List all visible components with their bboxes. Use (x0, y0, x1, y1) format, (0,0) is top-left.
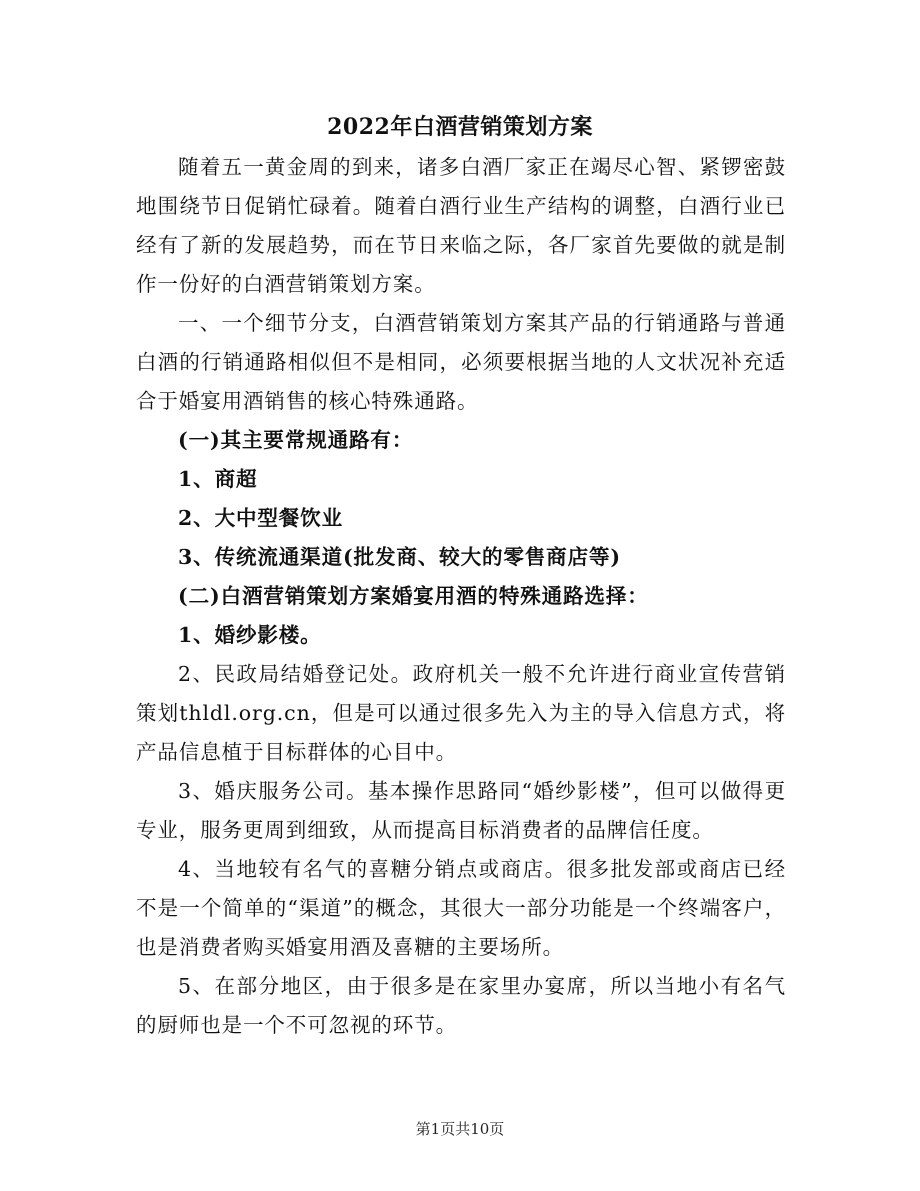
paragraph-intro: 随着五一黄金周的到来，诸多白酒厂家正在竭尽心智、紧锣密鼓地围绕节日促销忙碌着。随着白酒行业生产结构的调整，白酒行业已经有了新的发展趋势，而在节日来临之际，各厂家首先要做的就是制作一份好的白酒营销策划方案。 (136, 155, 786, 296)
list-item-local-chefs: 5、在部分地区，由于很多是在家里办宴席，所以当地小有名气的厨师也是一个不可忽视的环节。 (136, 974, 786, 1037)
list-item-wedding-studio: 1、婚纱影楼。 (178, 623, 322, 647)
list-item-supermarket: 1、商超 (178, 467, 258, 491)
page-number-footer: 第1页共10页 (415, 1120, 505, 1138)
list-item-catering: 2、大中型餐饮业 (178, 506, 343, 530)
document-body (136, 148, 786, 1045)
document-title: 2022年白酒营销策划方案 (327, 114, 593, 140)
list-item-traditional-channels: 3、传统流通渠道(批发商、较大的零售商店等) (178, 545, 621, 569)
paragraph-section-one: 一、一个细节分支，白酒营销策划方案其产品的行销通路与普通白酒的行销通路相似但不是相同，必须要根据当地的人文状况补充适合于婚宴用酒销售的核心特殊通路。 (136, 311, 786, 413)
list-item-candy-shops: 4、当地较有名气的喜糖分销点或商店。很多批发部或商店已经不是一个简单的“渠道”的概念，其很大一部分功能是一个终端客户，也是消费者购买婚宴用酒及喜糖的主要场所。 (136, 857, 786, 959)
heading-special-channels: (二)白酒营销策划方案婚宴用酒的特殊通路选择： (178, 584, 649, 608)
list-item-civil-affairs: 2、民政局结婚登记处。政府机关一般不允许进行商业宣传营销策划thldl.org.cn，但是可以通过很多先入为主的导入信息方式，将产品信息植于目标群体的心目中。 (136, 662, 786, 764)
list-item-wedding-service: 3、婚庆服务公司。基本操作思路同“婚纱影楼”，但可以做得更专业，服务更周到细致，从而提高目标消费者的品牌信任度。 (136, 779, 786, 842)
heading-regular-channels: (一)其主要常规通路有： (178, 428, 414, 452)
